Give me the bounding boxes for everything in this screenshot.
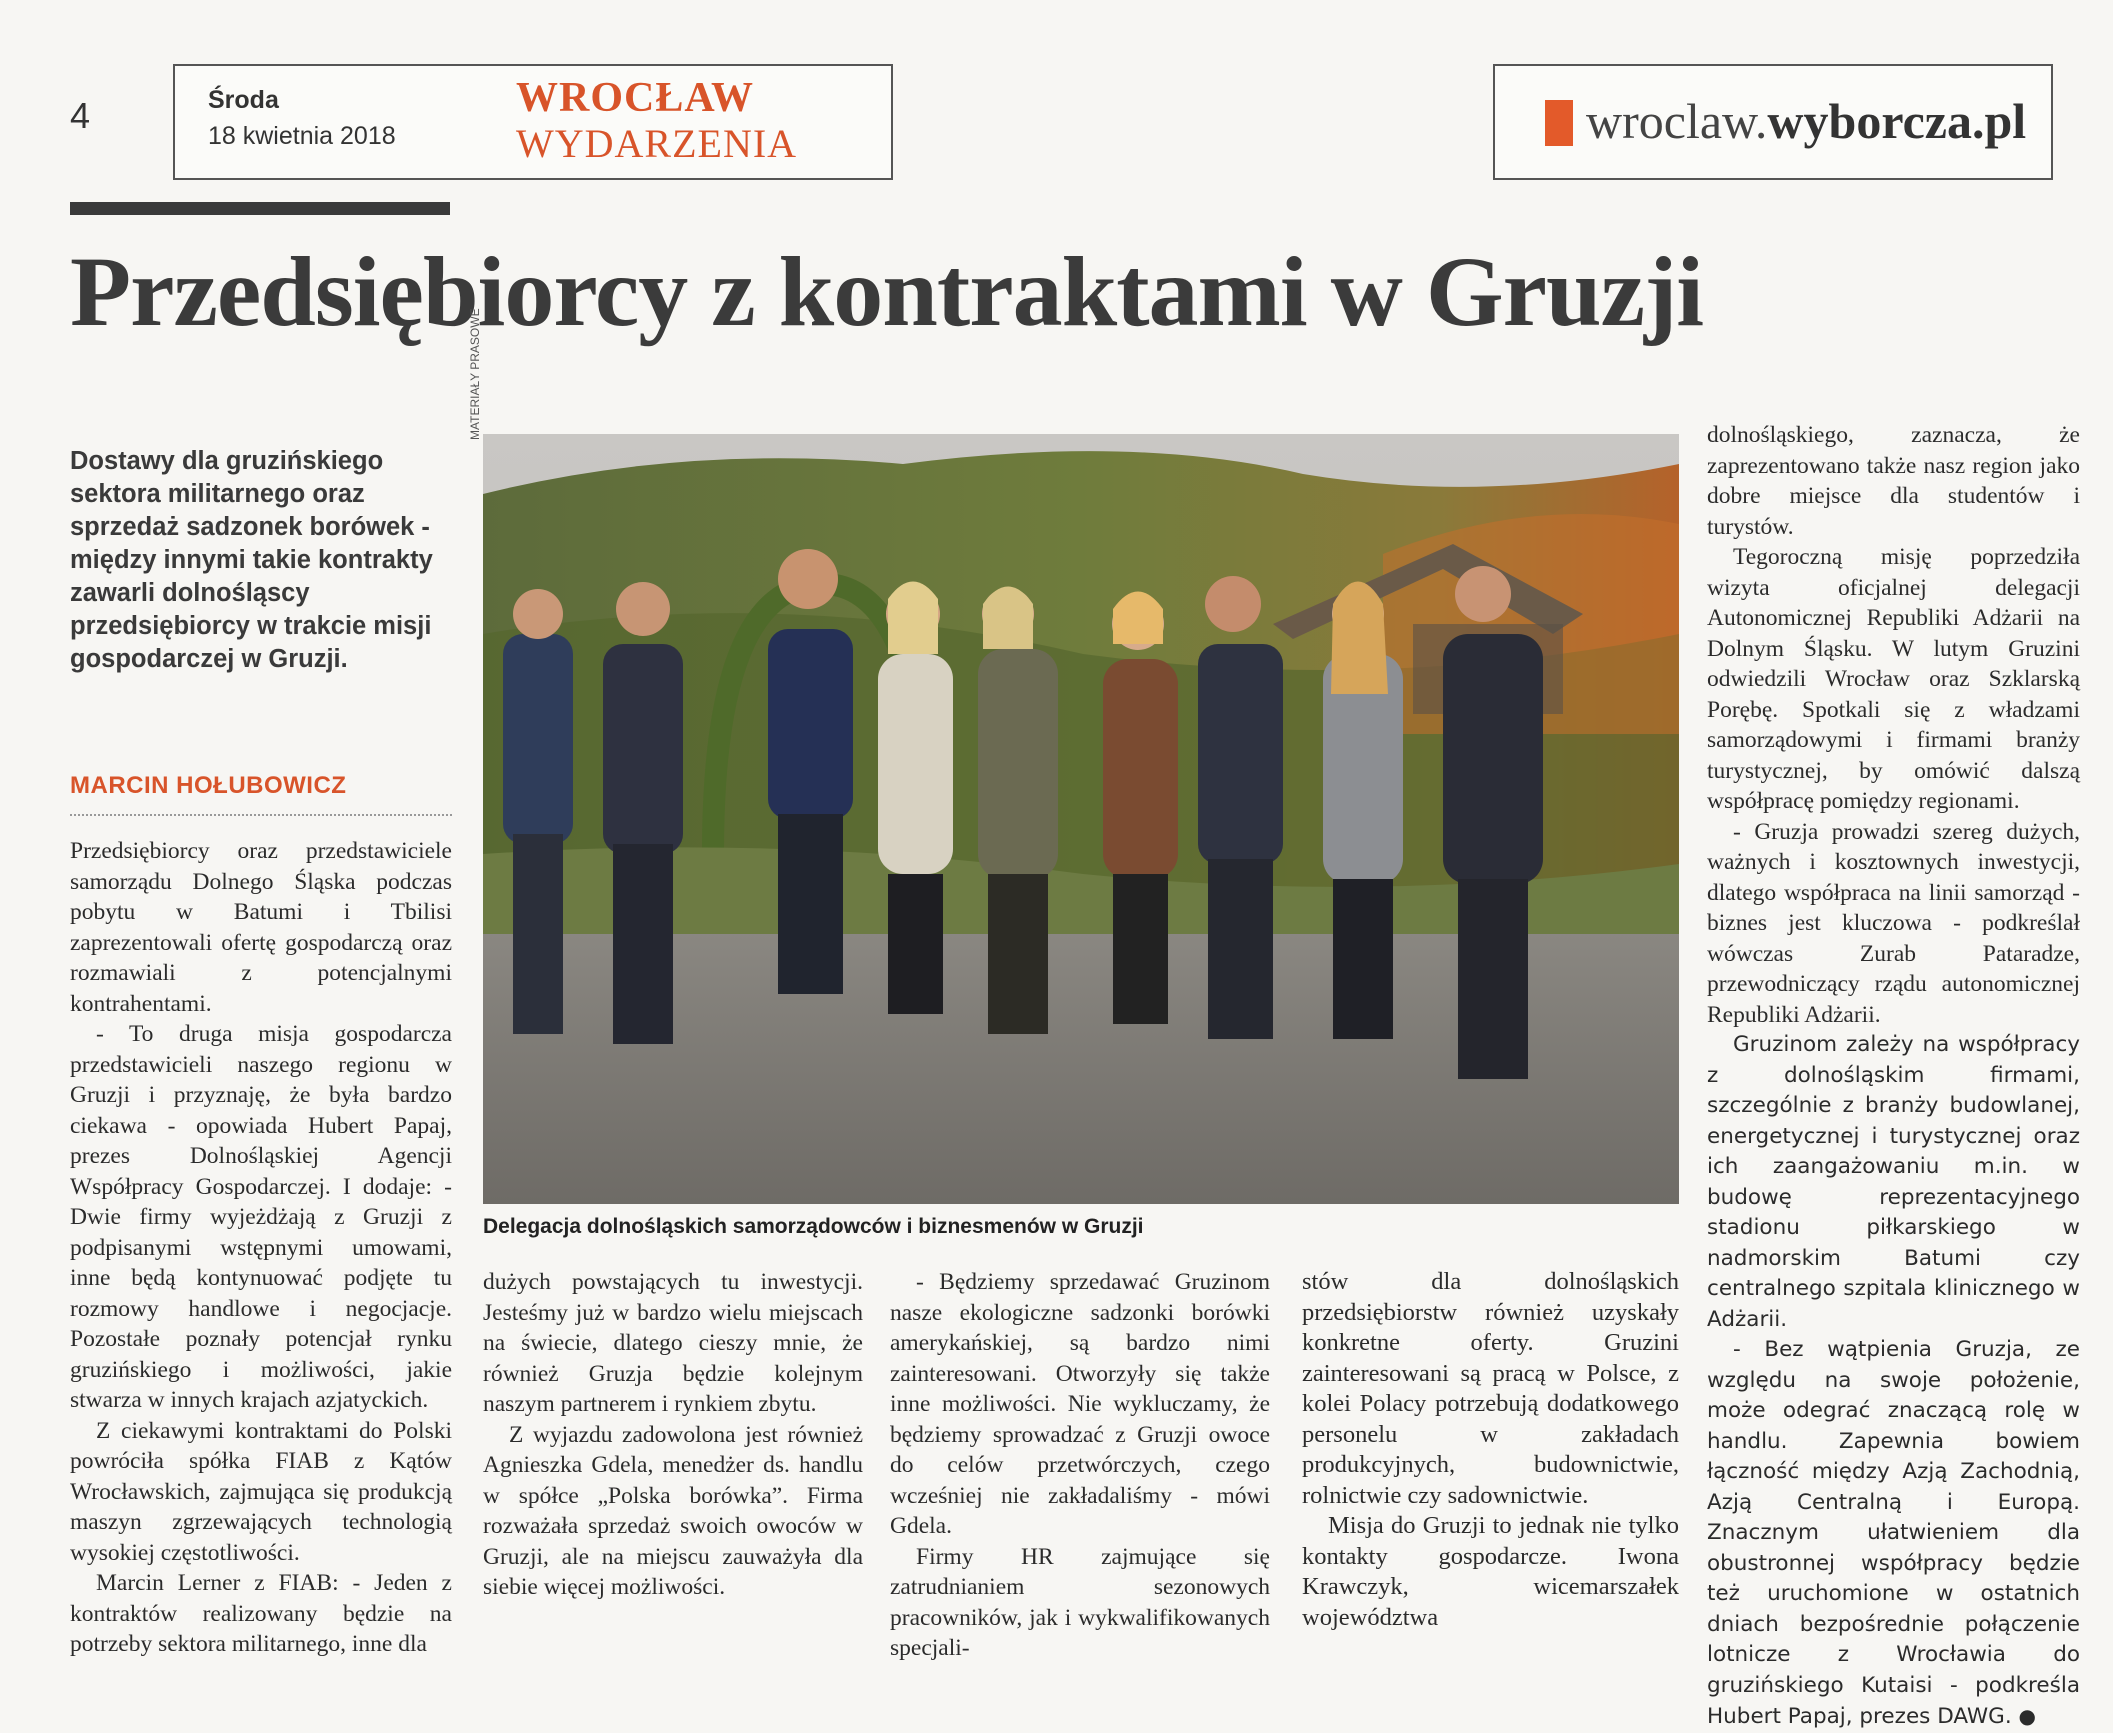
photo-credit: MATERIAŁY PRASOWE [468, 308, 482, 440]
article-column-4 [1302, 1267, 1679, 1633]
paragraph: Marcin Lerner z FIAB: - Jeden z kontraktów realizowany będzie na potrzeby sektora militarnego, inne dla [70, 1570, 452, 1657]
paragraph-text: - Bez wątpienia Gruzja, ze względu na swoje położenie, może odegrać znaczącą rolę w handlu. Zapewnia bowiem łączność między Azją Zachodnią, Azją Centralną i Europą. Znacznym ułatwieniem dla obustronnej współpracy będzie też uruchomione w ostatnich dniach bezpośrednie połączenie lotnicze z Wrocławia do gruzińskiego Kutaisi - podkreśla Hubert Papaj, prezes DAWG. [1707, 1337, 2080, 1729]
page-number: 4 [70, 95, 91, 136]
site-prefix: wroclaw. [1586, 93, 1768, 149]
article-column-2 [483, 1267, 863, 1603]
headline-rule [70, 202, 450, 215]
paragraph: Tegoroczną misję poprzedziła wizyta oficjalnej delegacji Autonomicznej Republiki Adżarii na Dolnym Śląsku. W lutym Gruzini odwiedzili Wrocław oraz Szklarską Porębę. Spotkali się z władzami samorządowymi i firmami branży turystycznej, by omówić dalszą współpracę pomiędzy regionami. [1707, 544, 2080, 814]
end-of-article-icon: ● [2018, 1704, 2036, 1728]
paragraph: Przedsiębiorcy oraz przedstawiciele samorządu Dolnego Śląska podczas pobytu w Batumi i Tbilisi zaprezentowali ofertę gospodarczą oraz rozmawiali z potencjalnymi kontrahentami. [70, 838, 452, 1017]
paragraph: Gruzinom zależy na współpracy z dolnośląskim firmami, szczególnie z branży budowlanej, energetycznej i turystycznej oraz ich zaangażowaniu m.in. w budowę reprezentacyjnego stadionu piłkarskiego w nadmorskim Batumi czy centralnego szpitala klinicznego w Adżarii. [1707, 1032, 2080, 1332]
article-headline: Przedsiębiorcy z kontraktami w Gruzji [70, 236, 1704, 347]
site-address[interactable] [1586, 92, 2026, 150]
section-subtitle: WYDARZENIA [516, 121, 798, 166]
paragraph: Misja do Gruzji to jednak nie tylko kontakty gospodarcze. Iwona Krawczyk, wicemarszałek województwa [1302, 1512, 1679, 1631]
paragraph: Firmy HR zajmujące się zatrudnianiem sezonowych pracowników, jak i wykwalifikowanych specjali- [890, 1543, 1270, 1661]
section-title: WROCŁAW [516, 75, 755, 121]
brand-logo-mark [1545, 100, 1573, 146]
paragraph: - Gruzja prowadzi szereg dużych, ważnych i kosztownych inwestycji, dlatego współpraca na linii samorząd - biznes jest kluczowa - podkreślał wówczas Zurab Pataradze, przewodniczący rządu autonomicznej Republiki Adżarii. [1707, 818, 2080, 1028]
paragraph: dolnośląskiego, zaznacza, że zaprezentowano także nasz region jako dobre miejsce dla studentów i turystów. [1707, 422, 2080, 540]
issue-date: 18 kwietnia 2018 [208, 122, 396, 150]
paragraph: - To druga misja gospodarcza przedstawicieli naszego regionu w Gruzji i przyznaję, że była bardzo ciekawa - opowiada Hubert Papaj, prezes Dolnośląskiej Agencji Współpracy Gospodarczej. I dodaje: - Dwie firmy wyjeżdżają z Gruzji z podpisanymi wstępnymi umowami, inne będą kontynuować podjęte tu rozmowy handlowe i negocjacje. Pozostałe poznały potencjał rynku gruzińskiego i możliwości, jakie stwarza w innych krajach azjatyckich. [70, 1021, 452, 1413]
article-photo [483, 434, 1679, 1204]
article-column-5 [1707, 420, 2080, 1733]
article-column-3 [890, 1267, 1270, 1664]
article-column-1 [70, 836, 452, 1660]
issue-day: Środa [208, 86, 279, 114]
paragraph: dużych powstających tu inwestycji. Jesteśmy już w bardzo wielu miejscach na świecie, dlatego cieszy mnie, że również Gruzja będzie kolejnym naszym partnerem i rynkiem zbytu. [483, 1269, 863, 1417]
paragraph: Z wyjazdu zadowolona jest również Agnieszka Gdela, menedżer ds. handlu w spółce „Polska borówka”. Firma rozważała sprzedaż swoich owoców w Gruzji, ale na miejscu zauważyła dla siebie więcej możliwości. [483, 1421, 863, 1600]
article-lead: Dostawy dla gruzińskiego sektora militarnego oraz sprzedaż sadzonek borówek - między innymi takie kontrakty zawarli dolnośląscy przedsiębiorcy w trakcie misji gospodarczej w Gruzji. [70, 447, 433, 673]
paragraph: - Będziemy sprzedawać Gruzinom nasze ekologiczne sadzonki borówki amerykańskiej, są bardzo nimi zainteresowani. Otworzyły się także inne możliwości. Nie wykluczamy, że będziemy sprowadzać z Gruzji owoce do celów przetwórczych, czego wcześniej nie zakładaliśmy - mówi Gdela. [890, 1269, 1270, 1539]
site-domain: wyborcza.pl [1767, 93, 2027, 149]
byline-divider [70, 814, 452, 816]
paragraph: stów dla dolnośląskich przedsiębiorstw również uzyskały konkretne oferty. Gruzini zainteresowani są pracą w Polsce, z kolei Polacy potrzebują dodatkowego personelu w zakładach produkcyjnych, budownictwie, rolnictwie czy sadownictwie. [1302, 1268, 1679, 1509]
article-byline: MARCIN HOŁUBOWICZ [70, 772, 347, 799]
paragraph: Z ciekawymi kontraktami do Polski powróciła spółka FIAB z Kątów Wrocławskich, zajmująca się produkcją maszyn zgrzewających technologią wysokiej częstotliwości. [70, 1417, 452, 1566]
photo-caption: Delegacja dolnośląskich samorządowców i biznesmenów w Gruzji [483, 1215, 1144, 1238]
paragraph-final [1707, 1335, 2080, 1733]
